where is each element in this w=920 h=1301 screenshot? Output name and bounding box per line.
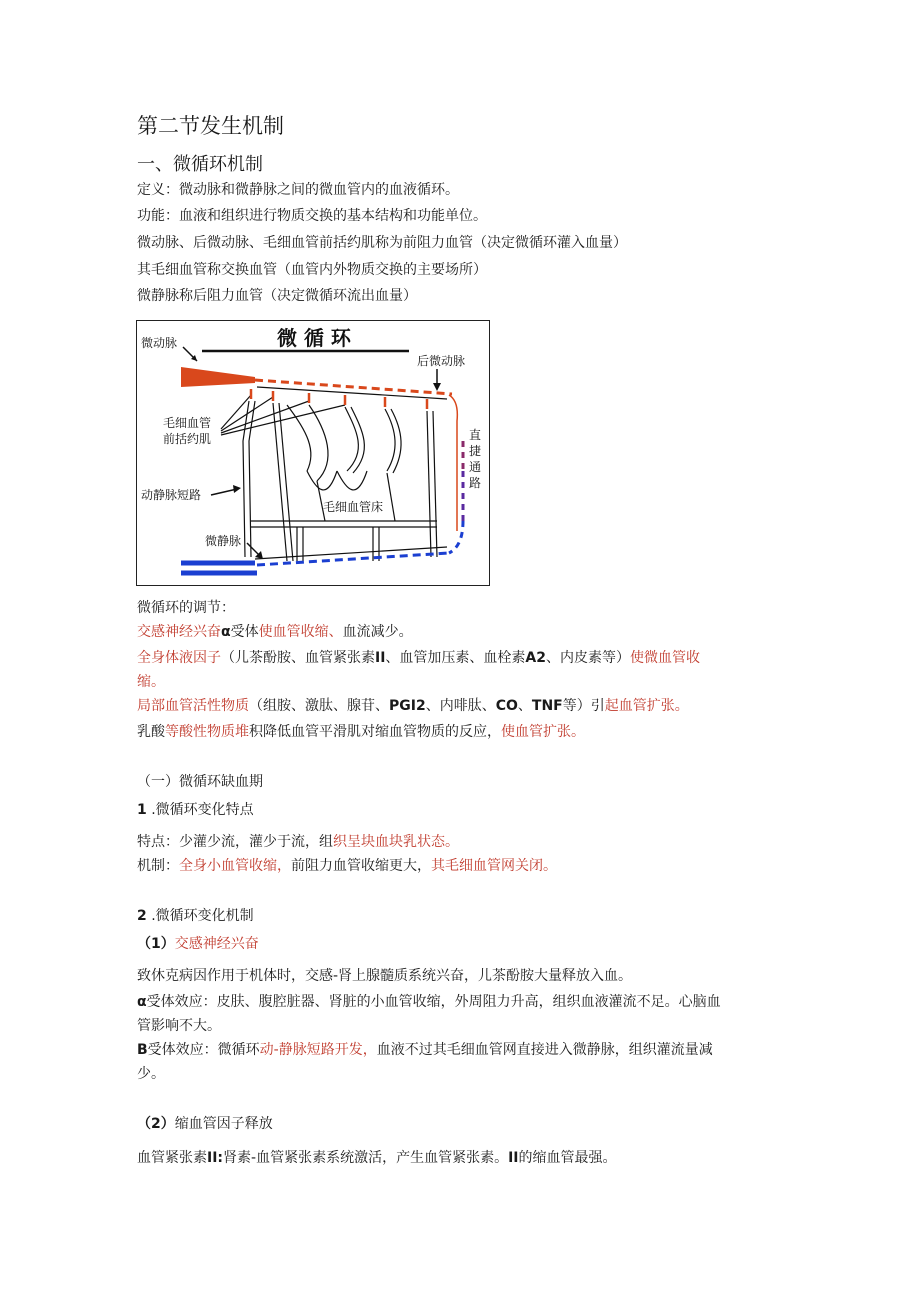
label-capillary-bed: 毛细血管床 [323, 500, 384, 514]
subsection-1: 1 .微循环变化特点 [137, 802, 254, 818]
subsection-2: 2 .微循环变化机制 [137, 908, 254, 924]
exchange-vessel-text: 其毛细血管称交换血管（血管内外物质交换的主要场所） [137, 262, 487, 278]
label-sphincter-1: 毛细血管 [163, 416, 212, 430]
label-venule: 微静脉 [205, 534, 242, 548]
label-thoroughfare-4: 路 [469, 476, 482, 490]
label-av-shunt: 动静脉短路 [141, 488, 202, 502]
microcirculation-svg [137, 321, 491, 587]
label-thoroughfare-3: 通 [469, 460, 482, 474]
alpha-effect-line1: α受体效应：皮肤、腹腔脏器、肾脏的小血管收缩，外周阻力升高，组织血液灌流不足。心脑血 [137, 994, 721, 1010]
ischemic-stage-title: （一）微循环缺血期 [137, 774, 263, 790]
microcirculation-diagram [136, 320, 490, 586]
label-thoroughfare-2: 捷 [469, 444, 482, 458]
post-resistance-text: 微静脉称后阻力血管（决定微循环流出血量） [137, 288, 417, 304]
alpha-effect-line2: 管影响不大。 [137, 1018, 221, 1034]
beta-effect-line1: B受体效应：微循环动-静脉短路开发，血液不过其毛细血管网直接进入微静脉，组织灌流量减 [137, 1042, 713, 1058]
label-arteriole: 微动脉 [141, 336, 178, 350]
point-1-line: 致休克病因作用于机体时，交感-肾上腺髓质系统兴奋，儿茶酚胺大量释放入血。 [137, 968, 633, 984]
label-sphincter-2: 前括约肌 [163, 432, 212, 446]
regulation-humoral-cont: 缩。 [137, 674, 165, 690]
function-text: 功能：血液和组织进行物质交换的基本结构和功能单位。 [137, 208, 487, 224]
regulation-local: 局部血管活性物质（组胺、激肽、腺苷、PGI2、内啡肽、CO、TNF等）引起血管扩张。 [137, 698, 689, 714]
regulation-acid: 乳酸等酸性物质堆积降低血管平滑肌对缩血管物质的反应，使血管扩张。 [137, 724, 585, 740]
regulation-sympathetic: 交感神经兴奋α受体使血管收缩、血流减少。 [137, 624, 413, 640]
feature-text: 特点：少灌少流，灌少于流，组织呈块血块乳状态。 [137, 834, 459, 850]
label-thoroughfare-1: 直 [469, 428, 482, 442]
point-2-title: （2）缩血管因子释放 [137, 1116, 273, 1132]
label-metarteriole: 后微动脉 [417, 354, 466, 368]
page-title: 第二节发生机制 [137, 114, 284, 138]
beta-effect-line2: 少。 [137, 1066, 165, 1082]
definition-text: 定义：微动脉和微静脉之间的微血管内的血液循环。 [137, 182, 459, 198]
diagram-title: 微 循 环 [277, 326, 351, 350]
mechanism-text: 机制：全身小血管收缩，前阻力血管收缩更大，其毛细血管网关闭。 [137, 858, 557, 874]
regulation-humoral: 全身体液因子（儿茶酚胺、血管紧张素II、血管加压素、血栓素A2、内皮素等）使微血管收 [137, 650, 700, 666]
arteriole-vessel [181, 367, 255, 387]
regulation-title: 微循环的调节： [137, 600, 235, 616]
angiotensin-line: 血管紧张素II:肾素-血管紧张素系统激活，产生血管紧张素。II的缩血管最强。 [137, 1150, 617, 1166]
section-heading: 一、微循环机制 [137, 154, 263, 175]
pre-resistance-text: 微动脉、后微动脉、毛细血管前括约肌称为前阻力血管（决定微循环灌入血量） [137, 235, 627, 251]
point-1-title: （1）交感神经兴奋 [137, 936, 259, 952]
